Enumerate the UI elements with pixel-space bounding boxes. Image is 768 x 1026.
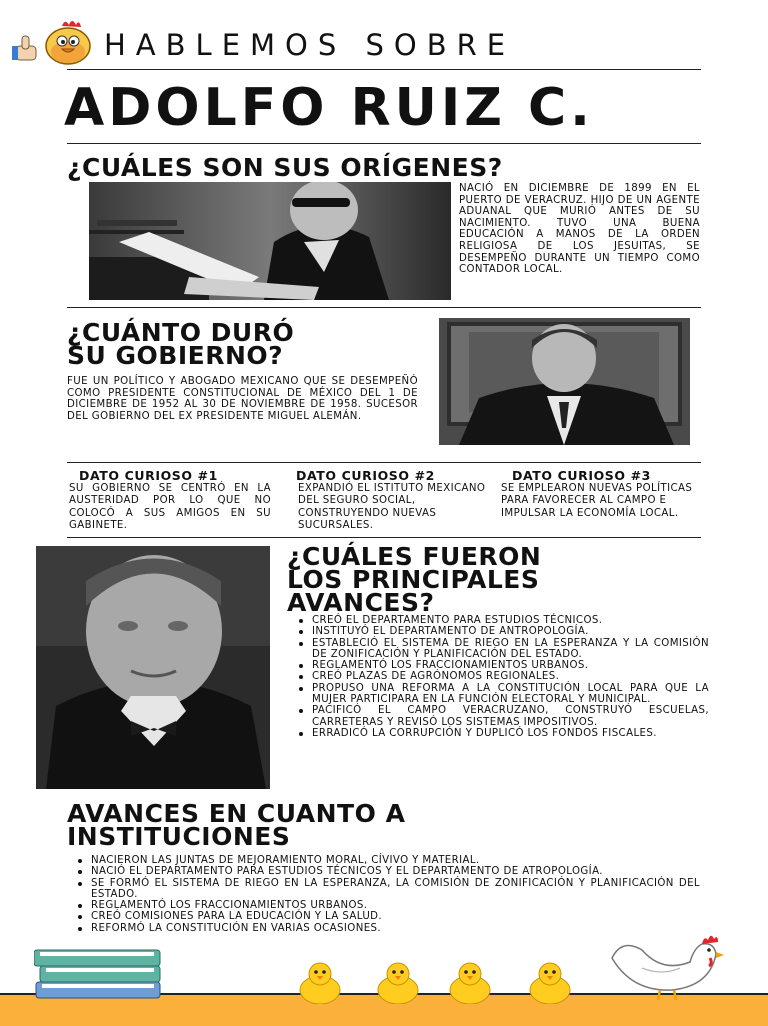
chick-icon bbox=[520, 960, 580, 1004]
chick-icon bbox=[368, 960, 428, 1004]
list-item: NACIÓ EL DEPARTAMENTO PARA ESTUDIOS TÉCNICOS Y EL DEPARTAMENTO DE ATROPOLOGÍA. bbox=[76, 866, 700, 877]
list-item: CREÓ COMISIONES PARA LA EDUCACIÓN Y LA SALUD. bbox=[76, 911, 700, 922]
portrait-photo bbox=[439, 318, 690, 445]
list-item: ERRADICÓ LA CORRUPCIÓN Y DUPLICÓ LOS FONDOS FISCALES. bbox=[297, 728, 709, 739]
list-item: PACIFICÓ EL CAMPO VERACRUZANO, CONSTRUYÓ ESCUELAS, CARRETERAS Y REVISÓ LOS SISTEMAS IMPOSITIVOS. bbox=[297, 705, 709, 728]
instituciones-list bbox=[76, 855, 700, 934]
books-icon bbox=[34, 946, 166, 1000]
list-item: SE FORMÓ EL SISTEMA DE RIEGO EN LA ESPERANZA, LA COMISIÓN DE ZONIFICACIÓN Y PLANIFICACIÓN DEL ESTADO. bbox=[76, 878, 700, 901]
speech-photo bbox=[89, 182, 451, 300]
divider bbox=[67, 307, 701, 308]
list-item: ESTABLECIÓ EL SISTEMA DE RIEGO EN LA ESPERANZA Y LA COMISIÓN DE ZONIFICACIÓN Y PLANIFICACIÓN DEL ESTADO. bbox=[297, 638, 709, 661]
avances-heading-line3: AVANCES? bbox=[287, 588, 435, 617]
avances-list bbox=[297, 615, 709, 739]
list-item: INSTITUYÓ EL DEPARTAMENTO DE ANTROPOLOGÍA. bbox=[297, 626, 709, 637]
divider bbox=[67, 537, 701, 538]
divider bbox=[67, 143, 701, 144]
list-item: REFORMÓ LA CONSTITUCIÓN EN VARIAS OCASIONES. bbox=[76, 923, 700, 934]
dato-2-title: DATO CURIOSO #2 bbox=[296, 468, 435, 483]
list-item: CREÓ PLAZAS DE AGRÓNOMOS REGIONALES. bbox=[297, 671, 709, 682]
list-item: REGLAMENTÓ LOS FRACCIONAMIENTOS URBANOS. bbox=[297, 660, 709, 671]
list-item: PROPUSO UNA REFORMA A LA CONSTITUCIÓN LOCAL PARA QUE LA MUJER PARTICIPARA EN LA FUNCIÓN ELECTORAL Y MUNICIPAL. bbox=[297, 683, 709, 706]
dato-2-text: EXPANDIÓ EL ISTITUTO MEXICANO DEL SEGURO SOCIAL, CONSTRUYENDO NUEVAS SUCURSALES. bbox=[298, 483, 486, 532]
origins-text: NACIÓ EN DICIEMBRE DE 1899 EN EL PUERTO DE VERACRUZ. HIJO DE UN AGENTE ADUANAL QUE MURIÓ ANTES DE SU NACIMIENTO. TUVO UNA BUENA EDUCACIÓN A MANOS DE LA ORDEN RELIGIOSA DE LOS JESUITAS, SE DESEMPEÑO DURANTE UN TIEMPO COMO CONTADOR LOCAL. bbox=[459, 183, 700, 276]
instituciones-heading-line1: AVANCES EN CUANTO A bbox=[67, 799, 406, 828]
government-heading-line2: SU GOBIERNO? bbox=[67, 341, 284, 370]
instituciones-heading-line2: INSTITUCIONES bbox=[67, 822, 291, 851]
elder-portrait-photo bbox=[36, 546, 270, 789]
list-item: REGLAMENTÓ LOS FRACCIONAMIENTOS URBANOS. bbox=[76, 900, 700, 911]
avances-heading-line1: ¿CUÁLES FUERON bbox=[287, 542, 542, 571]
origins-heading: ¿CUÁLES SON SUS ORÍGENES? bbox=[67, 153, 503, 182]
chick-icon bbox=[440, 960, 500, 1004]
dato-1-title: DATO CURIOSO #1 bbox=[79, 468, 218, 483]
divider bbox=[67, 69, 701, 70]
hen-icon bbox=[602, 928, 726, 1002]
divider bbox=[67, 462, 701, 463]
government-text: FUE UN POLÍTICO Y ABOGADO MEXICANO QUE SE DESEMPEÑÓ COMO PRESIDENTE CONSTITUCIONAL DE MÉXICO DEL 1 DE DICIEMBRE DE 1952 AL 30 DE NOVIEMBRE DE 1958. SUCESOR DEL GOBIERNO DEL EX PRESIDENTE MIGUEL ALEMÁN. bbox=[67, 376, 418, 422]
dato-1-text: SU GOBIERNO SE CENTRÓ EN LA AUSTERIDAD POR LO QUE NO COLOCÓ A SUS AMIGOS EN SU GABINETE. bbox=[69, 483, 271, 532]
chick-icon bbox=[290, 960, 350, 1004]
header-kicker: HABLEMOS SOBRE bbox=[104, 28, 516, 62]
dato-3-text: SE EMPLEARON NUEVAS POLÍTICAS PARA FAVORECER AL CAMPO E IMPULSAR LA ECONOMÍA LOCAL. bbox=[501, 483, 693, 519]
dato-3-title: DATO CURIOSO #3 bbox=[512, 468, 651, 483]
list-item: CREÓ EL DEPARTAMENTO PARA ESTUDIOS TÉCNICOS. bbox=[297, 615, 709, 626]
government-heading-line1: ¿CUÁNTO DURÓ bbox=[67, 318, 295, 347]
page-title: ADOLFO RUIZ C. bbox=[64, 78, 594, 138]
avances-heading-line2: LOS PRINCIPALES bbox=[287, 565, 540, 594]
chicken-mascot-logo bbox=[10, 16, 100, 68]
list-item: NACIERON LAS JUNTAS DE MEJORAMIENTO MORAL, CÍVIVO Y MATERIAL. bbox=[76, 855, 700, 866]
